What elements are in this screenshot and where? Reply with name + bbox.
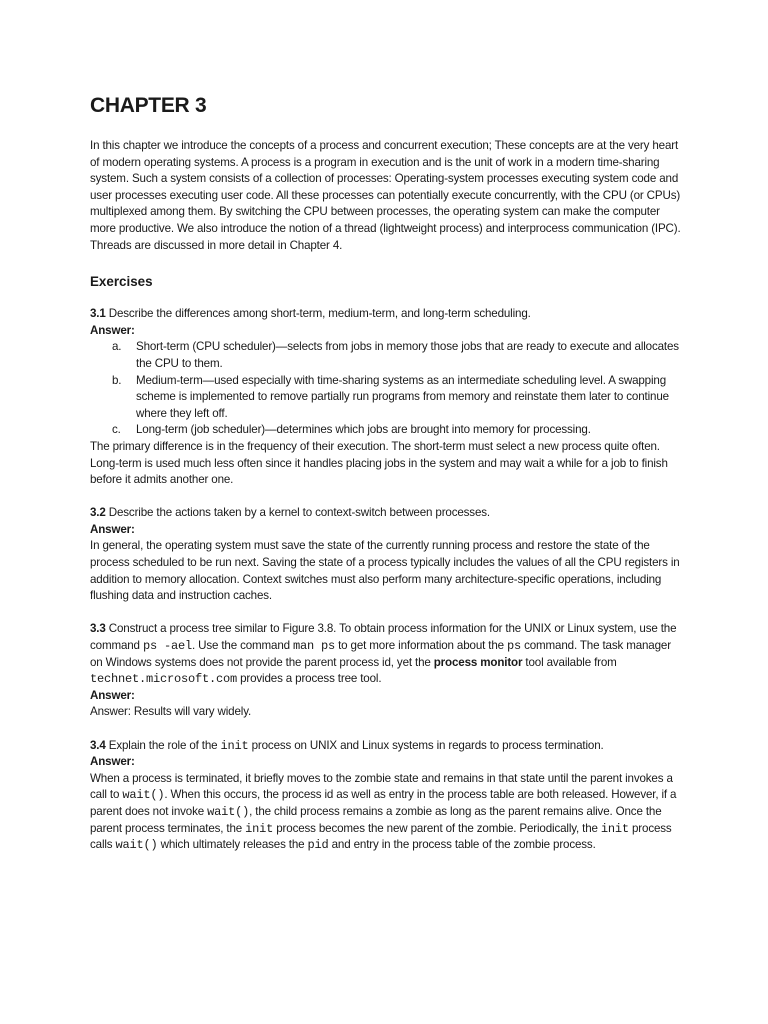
- inline-code: init: [600, 821, 629, 836]
- intro-paragraph: In this chapter we introduce the concepts of a process and concurrent execution; These concepts are at the very heart of modern operating systems. A process is a program in execution and is the unit of work in a modern time-sharing system. Such a system consists of a collection of processes: Operating-system processes executing system code and user processes executing user code. All these processes can potentially execute concurrently, with the CPU (or CPUs) multiplexed among them. By switching the CPU between processes, the operating system can make the computer more productive. We also introduce the notion of a thread (lightweight process) and interprocess communication (IPC). Threads are discussed in more detail in Chapter 4.: [90, 139, 681, 252]
- inline-code: init: [245, 821, 274, 836]
- answer-text: [90, 771, 682, 854]
- question-text: . Use the command: [191, 639, 293, 653]
- question-number: 3.1: [90, 307, 106, 321]
- list-item-text: Long-term (job scheduler)—determines which jobs are brought into memory for processing.: [136, 423, 591, 437]
- answer-text-part: process calls: [90, 821, 672, 852]
- list-marker: a.: [112, 340, 122, 354]
- question-text: Construct a process tree similar to Figure 3.8. To obtain process information for the UNIX or Linux system, use the command: [90, 622, 677, 653]
- answer-label: Answer:: [90, 522, 135, 536]
- answer-text-part: , the child process remains a zombie as long as the parent remains alive. Once the parent process terminates, the: [90, 804, 662, 835]
- list-item-text: Medium-term—used especially with time-sharing systems as an intermediate scheduling level. A swapping scheme is implemented to remove partially run programs from memory and reinstate them later to continue where they left off.: [136, 373, 669, 420]
- answer-text-part: . When this occurs, the process id as well as entry in the process table are both released. However, if a parent does not invoke: [90, 788, 677, 818]
- answer-list: [90, 339, 682, 439]
- inline-code: wait(): [115, 838, 158, 853]
- question: [90, 505, 682, 522]
- question-text: process on UNIX and Linux systems in regards to process termination.: [248, 738, 604, 752]
- answer-text-part: and entry in the process table of the zombie process.: [328, 838, 596, 852]
- question-text: to get more information about the: [335, 639, 507, 653]
- question-number: 3.3: [90, 622, 106, 636]
- answer-text-part: which ultimately releases the: [157, 838, 308, 852]
- question: [90, 621, 682, 687]
- answer-text-part: When a process is terminated, it briefly moves to the zombie state and remains in that state until the parent invokes a call to: [90, 771, 673, 802]
- inline-code: ps -ael: [142, 639, 192, 654]
- question-text: provides a process tree tool.: [237, 672, 382, 686]
- answer-label: Answer:: [90, 688, 135, 702]
- inline-code: ps: [507, 639, 522, 654]
- document-page: [90, 92, 682, 870]
- question-text: Explain the role of the: [108, 738, 221, 752]
- exercises-heading: Exercises: [90, 274, 153, 290]
- answer-label: Answer:: [90, 755, 135, 769]
- chapter-title: CHAPTER 3: [90, 94, 207, 117]
- question-text: tool available from: [522, 655, 617, 669]
- exercise-3-4: [90, 738, 682, 854]
- answer-label: Answer:: [90, 323, 135, 337]
- exercise-3-1: [90, 306, 682, 489]
- answer-text: In general, the operating system must save the state of the currently running process and restore the state of the process scheduled to be run next. Saving the state of a process typically includes the values of all the CPU registers in addition to memory allocation. Context switches must also perform many architecture-specific operations, including flushing data and instruction caches.: [90, 539, 680, 603]
- question-text: Describe the differences among short-term, medium-term, and long-term scheduling.: [108, 307, 531, 321]
- question: [90, 306, 682, 323]
- question-text: Describe the actions taken by a kernel to context-switch between processes.: [108, 506, 490, 520]
- bold-term: process monitor: [433, 655, 523, 669]
- inline-code: pid: [307, 838, 329, 853]
- list-item-text: Short-term (CPU scheduler)—selects from jobs in memory those jobs that are ready to execute and allocates the CPU to them.: [136, 340, 679, 370]
- list-item: [90, 339, 682, 372]
- question-number: 3.4: [90, 738, 106, 752]
- question-text: command. The task manager on Windows systems does not provide the parent process id, yet the: [90, 639, 671, 669]
- exercise-3-2: [90, 505, 682, 605]
- exercise-3-3: [90, 621, 682, 721]
- question: [90, 738, 682, 755]
- inline-code: technet.microsoft.com: [90, 672, 238, 687]
- answer-text: Answer: Results will vary widely.: [90, 705, 252, 719]
- inline-code: man ps: [293, 639, 336, 654]
- list-marker: c.: [112, 423, 121, 437]
- list-item: [90, 373, 682, 423]
- answer-text: The primary difference is in the frequency of their execution. The short-term must select a new process quite often. Long-term is used much less often since it handles placing jobs in the system and may wait a while for a job to finish before it admits another one.: [90, 439, 668, 487]
- inline-code: wait(): [122, 788, 165, 803]
- inline-code: init: [220, 738, 249, 753]
- list-marker: b.: [112, 373, 122, 387]
- inline-code: wait(): [207, 804, 250, 819]
- list-item: [90, 422, 682, 439]
- answer-text-part: process becomes the new parent of the zombie. Periodically, the: [273, 821, 601, 835]
- question-number: 3.2: [90, 506, 106, 520]
